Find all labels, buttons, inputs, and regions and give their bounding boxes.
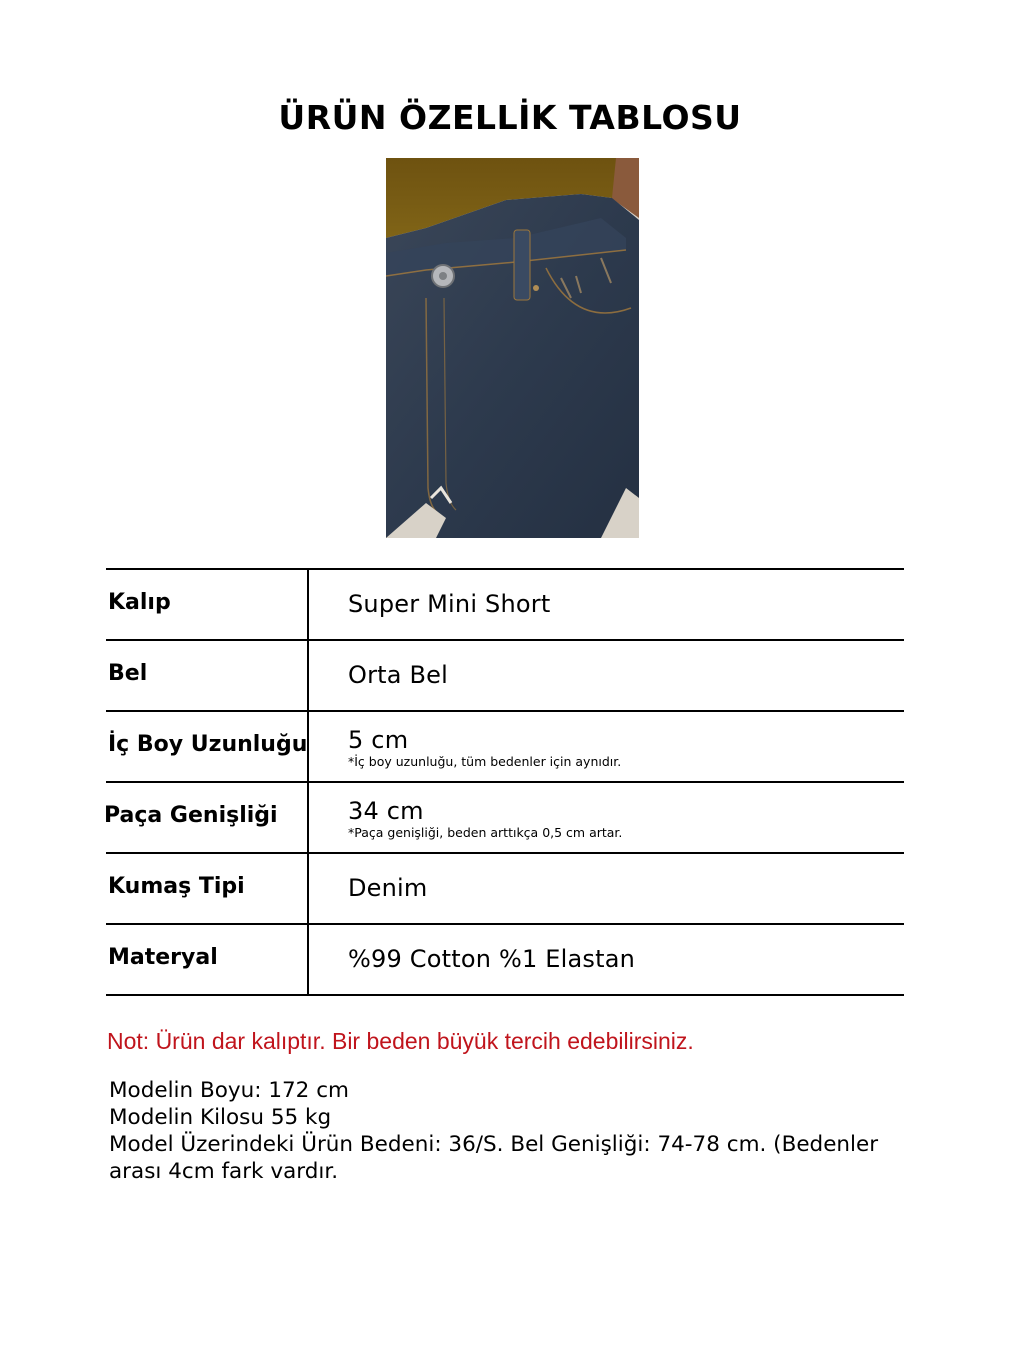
spec-label: Kumaş Tipi — [108, 874, 245, 899]
spec-row — [106, 925, 904, 996]
spec-value: 5 cm — [348, 726, 409, 754]
model-info-line: Modelin Boyu: 172 cm — [109, 1078, 349, 1103]
product-photo — [386, 158, 639, 538]
denim-shorts-photo-icon — [386, 158, 639, 538]
spec-value: Orta Bel — [348, 661, 449, 689]
spec-row — [106, 641, 904, 712]
column-divider — [307, 570, 309, 639]
spec-note: *Paça genişliği, beden arttıkça 0,5 cm artar. — [348, 825, 623, 840]
model-info-line: Model Üzerindeki Ürün Bedeni: 36/S. Bel Genişliği: 74-78 cm. (Bedenler — [109, 1132, 879, 1157]
column-divider — [307, 783, 309, 852]
spec-label: İç Boy Uzunluğu — [108, 732, 308, 757]
model-info-line: Modelin Kilosu 55 kg — [109, 1105, 332, 1130]
model-info-line: arası 4cm fark vardır. — [109, 1159, 339, 1184]
spec-row — [106, 854, 904, 925]
spec-row — [106, 712, 904, 783]
page-title: ÜRÜN ÖZELLİK TABLOSU — [278, 98, 742, 137]
spec-value: Super Mini Short — [348, 590, 551, 618]
spec-row — [106, 783, 904, 854]
spec-label: Bel — [108, 661, 148, 686]
spec-label: Kalıp — [108, 590, 171, 615]
fit-note: Not: Ürün dar kalıptır. Bir beden büyük tercih edebilirsiniz. — [107, 1028, 694, 1054]
spec-label: Materyal — [108, 945, 218, 970]
spec-value: %99 Cotton %1 Elastan — [348, 945, 636, 973]
column-divider — [307, 641, 309, 710]
model-info — [109, 1077, 909, 1185]
spec-value: Denim — [348, 874, 428, 902]
spec-note: *İç boy uzunluğu, tüm bedenler için aynıdır. — [348, 754, 622, 769]
spec-table — [106, 568, 904, 996]
spec-label: Paça Genişliği — [104, 803, 278, 828]
column-divider — [307, 925, 309, 994]
column-divider — [307, 854, 309, 923]
spec-row — [106, 570, 904, 641]
spec-value: 34 cm — [348, 797, 424, 825]
